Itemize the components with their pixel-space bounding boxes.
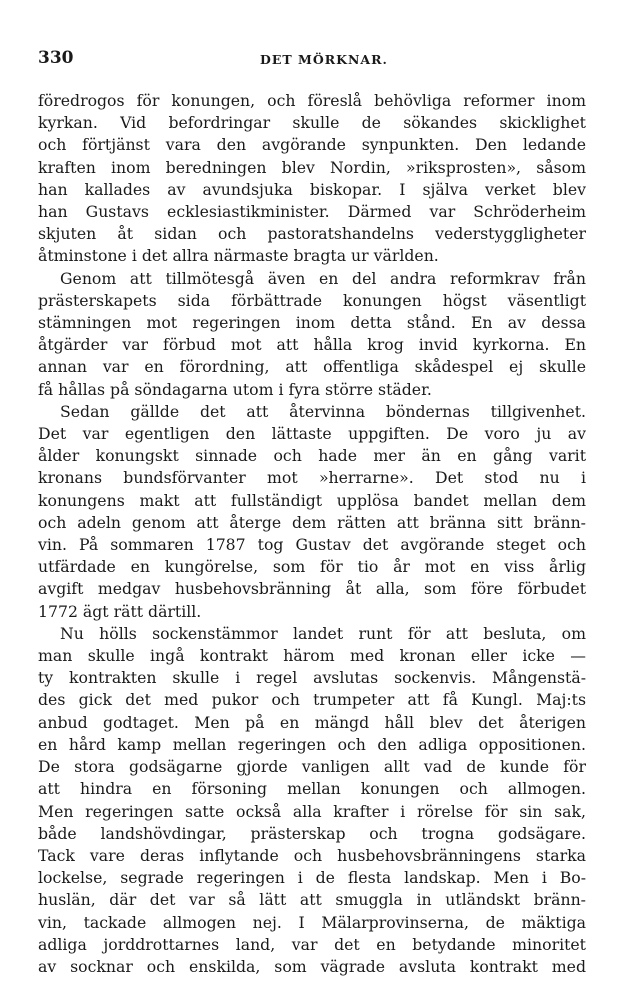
text-line: och adeln genom att återge dem rätten att bränna sitt bränn- xyxy=(38,512,586,532)
text-line: att hindra en försoning mellan konungen och allmogen. xyxy=(38,779,586,799)
text-line: en hård kamp mellan regeringen och den adliga oppositionen. xyxy=(38,734,586,754)
text-line: ålder konungskt sinnade och hade mer än en gång varit xyxy=(38,446,586,466)
text-line: kraften inom beredningen blev Nordin, »riksprosten», såsom xyxy=(38,157,586,177)
text-line: annan var en förordning, att offentliga skådespel ej skulle xyxy=(38,357,586,377)
text-line: konungens makt att fullständigt upplösa bandet mellan dem xyxy=(38,490,586,510)
text-line: skjuten åt sidan och pastoratshandelns vederstyggligheter xyxy=(38,224,586,244)
text-line: få hållas på söndagarna utom i fyra större städer. xyxy=(38,379,432,399)
text-line: av socknar och enskilda, som vägrade avsluta kontrakt med xyxy=(38,956,586,976)
text-line: Det var egentligen den lättaste uppgiften. De voro ju av xyxy=(38,424,586,444)
text-line: adliga jorddrottarnes land, var det en betydande minoritet xyxy=(38,934,586,954)
text-line: åtgärder var förbud mot att hålla krog invid kyrkorna. En xyxy=(38,335,586,355)
text-line: åtminstone i det allra närmaste bragta ur världen. xyxy=(38,246,439,266)
page-header xyxy=(38,46,586,70)
text-line: kronans bundsförvanter mot »herrarne». Det stod nu i xyxy=(38,468,586,488)
text-line: huslän, där det var så lätt att smuggla in utländskt bränn- xyxy=(38,890,586,910)
text-line: föredrogos för konungen, och föreslå behövliga reformer inom xyxy=(38,91,586,110)
text-line: Men regeringen satte också alla krafter i rörelse för sin sak, xyxy=(38,801,586,821)
text-line: Sedan gällde det att återvinna böndernas tillgivenhet. xyxy=(60,401,586,421)
text-line: kyrkan. Vid befordringar skulle de sökandes skicklighet xyxy=(38,113,586,133)
text-line: des gick det med pukor och trumpeter att få Kungl. Maj:ts xyxy=(38,690,586,710)
text-line: prästerskapets sida förbättrade konungen högst väsentligt xyxy=(38,290,586,310)
text-line: stämningen mot regeringen inom detta stånd. En av dessa xyxy=(38,313,586,333)
text-line: lockelse, segrade regeringen i de flesta landskap. Men i Bo- xyxy=(38,868,586,888)
text-line: både landshövdingar, prästerskap och trogna godsägare. xyxy=(38,823,586,843)
body-text xyxy=(38,90,586,978)
text-line: Genom att tillmötesgå även en del andra reformkrav från xyxy=(60,268,586,288)
text-line: De stora godsägarne gjorde vanligen allt vad de kunde för xyxy=(38,757,586,777)
text-line: man skulle ingå kontrakt härom med kronan eller icke — xyxy=(38,646,586,666)
text-line: vin. På sommaren 1787 tog Gustav det avgörande steget och xyxy=(38,535,586,555)
text-line: anbud godtaget. Men på en mängd håll blev det återigen xyxy=(38,712,586,732)
text-line: han Gustavs ecklesiastikminister. Därmed var Schröderheim xyxy=(38,202,586,222)
running-title: DET MÖRKNAR. xyxy=(260,52,388,67)
text-line: avgift medgav husbehovsbränning åt alla, som före förbudet xyxy=(38,579,586,599)
text-line: Tack vare deras inflytande och husbehovsbränningens starka xyxy=(38,845,586,865)
text-line: Nu hölls sockenstämmor landet runt för att besluta, om xyxy=(60,623,586,643)
text-line: och förtjänst vara den avgörande synpunkten. Den ledande xyxy=(38,135,586,155)
text-line: vin, tackade allmogen nej. I Mälarprovinserna, de mäktiga xyxy=(38,912,586,932)
text-line: ty kontrakten skulle i regel avslutas sockenvis. Mångenstä- xyxy=(38,668,586,688)
text-line: han kallades av avundsjuka biskopar. I själva verket blev xyxy=(38,179,586,199)
text-line: 1772 ägt rätt därtill. xyxy=(38,601,202,621)
text-line: utfärdade en kungörelse, som för tio år mot en viss årlig xyxy=(38,557,586,577)
page-number: 330 xyxy=(38,48,74,68)
